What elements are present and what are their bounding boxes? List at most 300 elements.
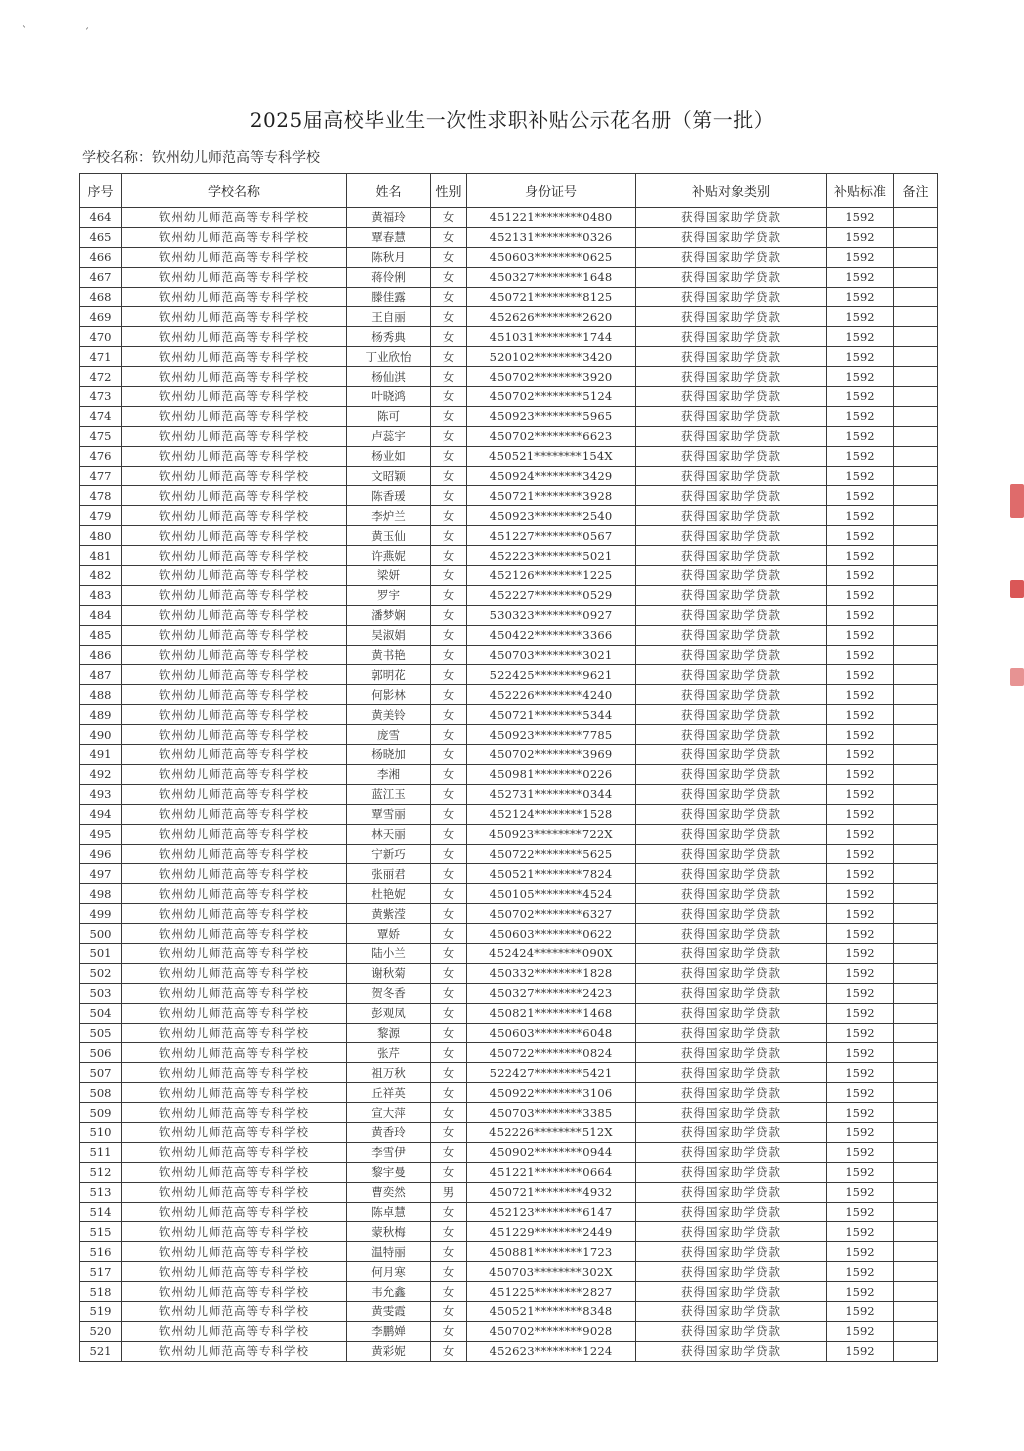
row-amount: 1592 bbox=[827, 1122, 894, 1142]
row-category: 获得国家助学贷款 bbox=[636, 1301, 827, 1321]
row-index: 465 bbox=[80, 227, 122, 247]
row-gender: 女 bbox=[431, 406, 467, 426]
row-id-number: 451227********0567 bbox=[467, 526, 636, 546]
row-school: 钦州幼儿师范高等专科学校 bbox=[122, 665, 347, 685]
row-amount: 1592 bbox=[827, 963, 894, 983]
row-index: 511 bbox=[80, 1142, 122, 1162]
page-title: 2025届高校毕业生一次性求职补贴公示花名册（第一批） bbox=[249, 108, 775, 132]
row-category: 获得国家助学贷款 bbox=[636, 1222, 827, 1242]
row-remarks bbox=[894, 367, 938, 387]
row-gender: 女 bbox=[431, 466, 467, 486]
row-name: 潘梦娴 bbox=[347, 605, 431, 625]
row-id-number: 450521********154X bbox=[467, 446, 636, 466]
row-index: 487 bbox=[80, 665, 122, 685]
row-id-number: 450923********7785 bbox=[467, 725, 636, 745]
row-id-number: 450603********0625 bbox=[467, 247, 636, 267]
row-category: 获得国家助学贷款 bbox=[636, 307, 827, 327]
row-index: 473 bbox=[80, 387, 122, 407]
table-row bbox=[80, 387, 938, 407]
row-category: 获得国家助学贷款 bbox=[636, 208, 827, 228]
row-index: 507 bbox=[80, 1063, 122, 1083]
row-category: 获得国家助学贷款 bbox=[636, 546, 827, 566]
row-gender: 女 bbox=[431, 1162, 467, 1182]
row-name: 郭明花 bbox=[347, 665, 431, 685]
row-index: 520 bbox=[80, 1321, 122, 1341]
row-id-number: 450702********3969 bbox=[467, 745, 636, 765]
table-row bbox=[80, 307, 938, 327]
row-remarks bbox=[894, 1083, 938, 1103]
row-amount: 1592 bbox=[827, 387, 894, 407]
header-school: 学校名称 bbox=[122, 174, 347, 208]
row-gender: 女 bbox=[431, 904, 467, 924]
row-id-number: 452424********090X bbox=[467, 943, 636, 963]
row-gender: 男 bbox=[431, 1182, 467, 1202]
row-amount: 1592 bbox=[827, 784, 894, 804]
table-row bbox=[80, 208, 938, 228]
row-amount: 1592 bbox=[827, 426, 894, 446]
row-gender: 女 bbox=[431, 864, 467, 884]
row-id-number: 450821********1468 bbox=[467, 1003, 636, 1023]
row-gender: 女 bbox=[431, 924, 467, 944]
row-id-number: 450721********4932 bbox=[467, 1182, 636, 1202]
row-school: 钦州幼儿师范高等专科学校 bbox=[122, 844, 347, 864]
row-name: 蓝江玉 bbox=[347, 784, 431, 804]
row-category: 获得国家助学贷款 bbox=[636, 1262, 827, 1282]
row-school: 钦州幼儿师范高等专科学校 bbox=[122, 963, 347, 983]
row-id-number: 452623********1224 bbox=[467, 1341, 636, 1361]
seal-stamp-fragment bbox=[1010, 484, 1024, 518]
row-category: 获得国家助学贷款 bbox=[636, 227, 827, 247]
row-name: 温特丽 bbox=[347, 1242, 431, 1262]
table-row bbox=[80, 983, 938, 1003]
row-amount: 1592 bbox=[827, 1242, 894, 1262]
row-category: 获得国家助学贷款 bbox=[636, 1103, 827, 1123]
row-remarks bbox=[894, 1262, 938, 1282]
table-row bbox=[80, 1122, 938, 1142]
row-school: 钦州幼儿师范高等专科学校 bbox=[122, 287, 347, 307]
row-id-number: 450702********5124 bbox=[467, 387, 636, 407]
row-category: 获得国家助学贷款 bbox=[636, 287, 827, 307]
row-name: 滕佳露 bbox=[347, 287, 431, 307]
row-name: 林天丽 bbox=[347, 824, 431, 844]
table-row bbox=[80, 943, 938, 963]
row-remarks bbox=[894, 645, 938, 665]
table-row bbox=[80, 1321, 938, 1341]
row-id-number: 450327********2423 bbox=[467, 983, 636, 1003]
school-name-label: 学校名称：钦州幼儿师范高等专科学校 bbox=[82, 150, 320, 166]
table-row bbox=[80, 566, 938, 586]
row-school: 钦州幼儿师范高等专科学校 bbox=[122, 327, 347, 347]
row-id-number: 452124********1528 bbox=[467, 804, 636, 824]
row-index: 494 bbox=[80, 804, 122, 824]
row-gender: 女 bbox=[431, 227, 467, 247]
row-id-number: 451229********2449 bbox=[467, 1222, 636, 1242]
row-category: 获得国家助学贷款 bbox=[636, 367, 827, 387]
row-amount: 1592 bbox=[827, 446, 894, 466]
row-name: 韦允鑫 bbox=[347, 1282, 431, 1302]
row-category: 获得国家助学贷款 bbox=[636, 963, 827, 983]
row-remarks bbox=[894, 307, 938, 327]
table-row bbox=[80, 884, 938, 904]
row-remarks bbox=[894, 347, 938, 367]
row-category: 获得国家助学贷款 bbox=[636, 1063, 827, 1083]
row-remarks bbox=[894, 1321, 938, 1341]
row-index: 499 bbox=[80, 904, 122, 924]
row-id-number: 450721********8125 bbox=[467, 287, 636, 307]
row-index: 513 bbox=[80, 1182, 122, 1202]
row-category: 获得国家助学贷款 bbox=[636, 745, 827, 765]
row-name: 黄美铃 bbox=[347, 705, 431, 725]
row-gender: 女 bbox=[431, 983, 467, 1003]
table-row bbox=[80, 924, 938, 944]
row-category: 获得国家助学贷款 bbox=[636, 506, 827, 526]
seal-stamp-fragment bbox=[1010, 580, 1024, 598]
row-amount: 1592 bbox=[827, 1222, 894, 1242]
row-school: 钦州幼儿师范高等专科学校 bbox=[122, 406, 347, 426]
table-row bbox=[80, 1043, 938, 1063]
row-category: 获得国家助学贷款 bbox=[636, 247, 827, 267]
row-id-number: 450105********4524 bbox=[467, 884, 636, 904]
row-amount: 1592 bbox=[827, 943, 894, 963]
table-row bbox=[80, 844, 938, 864]
row-gender: 女 bbox=[431, 745, 467, 765]
row-gender: 女 bbox=[431, 1122, 467, 1142]
row-amount: 1592 bbox=[827, 1321, 894, 1341]
row-name: 谢秋菊 bbox=[347, 963, 431, 983]
row-category: 获得国家助学贷款 bbox=[636, 267, 827, 287]
row-name: 黄紫滢 bbox=[347, 904, 431, 924]
row-remarks bbox=[894, 1063, 938, 1083]
row-school: 钦州幼儿师范高等专科学校 bbox=[122, 983, 347, 1003]
row-name: 陈香瑗 bbox=[347, 486, 431, 506]
row-amount: 1592 bbox=[827, 367, 894, 387]
row-index: 470 bbox=[80, 327, 122, 347]
row-amount: 1592 bbox=[827, 208, 894, 228]
row-school: 钦州幼儿师范高等专科学校 bbox=[122, 1162, 347, 1182]
row-index: 482 bbox=[80, 566, 122, 586]
row-id-number: 450603********6048 bbox=[467, 1023, 636, 1043]
scan-speck: ˊ bbox=[84, 28, 89, 39]
row-index: 517 bbox=[80, 1262, 122, 1282]
row-gender: 女 bbox=[431, 764, 467, 784]
row-remarks bbox=[894, 1122, 938, 1142]
row-id-number: 450922********3106 bbox=[467, 1083, 636, 1103]
row-index: 512 bbox=[80, 1162, 122, 1182]
row-gender: 女 bbox=[431, 1341, 467, 1361]
row-index: 515 bbox=[80, 1222, 122, 1242]
table-row bbox=[80, 665, 938, 685]
row-remarks bbox=[894, 904, 938, 924]
table-row bbox=[80, 1162, 938, 1182]
row-id-number: 451031********1744 bbox=[467, 327, 636, 347]
row-index: 483 bbox=[80, 585, 122, 605]
table-row bbox=[80, 546, 938, 566]
row-id-number: 451221********0664 bbox=[467, 1162, 636, 1182]
row-index: 475 bbox=[80, 426, 122, 446]
row-category: 获得国家助学贷款 bbox=[636, 1043, 827, 1063]
row-school: 钦州幼儿师范高等专科学校 bbox=[122, 685, 347, 705]
table-row bbox=[80, 685, 938, 705]
row-name: 宣大萍 bbox=[347, 1103, 431, 1123]
row-remarks bbox=[894, 566, 938, 586]
row-amount: 1592 bbox=[827, 247, 894, 267]
row-school: 钦州幼儿师范高等专科学校 bbox=[122, 546, 347, 566]
row-amount: 1592 bbox=[827, 605, 894, 625]
table-row bbox=[80, 625, 938, 645]
row-amount: 1592 bbox=[827, 347, 894, 367]
table-row bbox=[80, 287, 938, 307]
row-amount: 1592 bbox=[827, 1162, 894, 1182]
table-row bbox=[80, 1242, 938, 1262]
row-school: 钦州幼儿师范高等专科学校 bbox=[122, 446, 347, 466]
scan-speck: ˋ bbox=[22, 26, 27, 37]
row-index: 466 bbox=[80, 247, 122, 267]
table-row bbox=[80, 824, 938, 844]
row-name: 覃雪丽 bbox=[347, 804, 431, 824]
row-id-number: 522427********5421 bbox=[467, 1063, 636, 1083]
row-index: 468 bbox=[80, 287, 122, 307]
row-id-number: 450702********9028 bbox=[467, 1321, 636, 1341]
row-id-number: 450981********0226 bbox=[467, 764, 636, 784]
row-category: 获得国家助学贷款 bbox=[636, 387, 827, 407]
row-index: 510 bbox=[80, 1122, 122, 1142]
row-gender: 女 bbox=[431, 784, 467, 804]
row-school: 钦州幼儿师范高等专科学校 bbox=[122, 506, 347, 526]
row-id-number: 450521********7824 bbox=[467, 864, 636, 884]
row-category: 获得国家助学贷款 bbox=[636, 406, 827, 426]
row-remarks bbox=[894, 804, 938, 824]
row-school: 钦州幼儿师范高等专科学校 bbox=[122, 924, 347, 944]
row-amount: 1592 bbox=[827, 824, 894, 844]
row-category: 获得国家助学贷款 bbox=[636, 924, 827, 944]
row-gender: 女 bbox=[431, 844, 467, 864]
table-row bbox=[80, 426, 938, 446]
row-name: 贺冬香 bbox=[347, 983, 431, 1003]
row-remarks bbox=[894, 705, 938, 725]
row-amount: 1592 bbox=[827, 267, 894, 287]
row-index: 469 bbox=[80, 307, 122, 327]
row-school: 钦州幼儿师范高等专科学校 bbox=[122, 1341, 347, 1361]
row-id-number: 450881********1723 bbox=[467, 1242, 636, 1262]
row-remarks bbox=[894, 745, 938, 765]
row-name: 李湘 bbox=[347, 764, 431, 784]
row-amount: 1592 bbox=[827, 804, 894, 824]
row-remarks bbox=[894, 1301, 938, 1321]
header-amount: 补贴标准 bbox=[827, 174, 894, 208]
row-amount: 1592 bbox=[827, 1282, 894, 1302]
row-name: 张丽君 bbox=[347, 864, 431, 884]
row-school: 钦州幼儿师范高等专科学校 bbox=[122, 566, 347, 586]
row-index: 474 bbox=[80, 406, 122, 426]
row-school: 钦州幼儿师范高等专科学校 bbox=[122, 943, 347, 963]
table-row bbox=[80, 725, 938, 745]
table-row bbox=[80, 784, 938, 804]
row-id-number: 450923********722X bbox=[467, 824, 636, 844]
row-remarks bbox=[894, 1182, 938, 1202]
table-row bbox=[80, 1063, 938, 1083]
row-remarks bbox=[894, 1282, 938, 1302]
row-id-number: 450721********3928 bbox=[467, 486, 636, 506]
row-remarks bbox=[894, 267, 938, 287]
row-id-number: 450722********0824 bbox=[467, 1043, 636, 1063]
table-row bbox=[80, 645, 938, 665]
row-index: 485 bbox=[80, 625, 122, 645]
row-remarks bbox=[894, 1162, 938, 1182]
row-id-number: 452131********0326 bbox=[467, 227, 636, 247]
row-category: 获得国家助学贷款 bbox=[636, 864, 827, 884]
row-id-number: 452223********5021 bbox=[467, 546, 636, 566]
row-index: 479 bbox=[80, 506, 122, 526]
row-index: 500 bbox=[80, 924, 122, 944]
row-id-number: 452227********0529 bbox=[467, 585, 636, 605]
table-row bbox=[80, 1182, 938, 1202]
row-school: 钦州幼儿师范高等专科学校 bbox=[122, 1222, 347, 1242]
row-index: 477 bbox=[80, 466, 122, 486]
table-row bbox=[80, 1262, 938, 1282]
row-index: 495 bbox=[80, 824, 122, 844]
table-row bbox=[80, 864, 938, 884]
row-id-number: 452126********1225 bbox=[467, 566, 636, 586]
row-remarks bbox=[894, 1142, 938, 1162]
row-gender: 女 bbox=[431, 1222, 467, 1242]
row-category: 获得国家助学贷款 bbox=[636, 645, 827, 665]
row-index: 505 bbox=[80, 1023, 122, 1043]
row-remarks bbox=[894, 983, 938, 1003]
row-name: 许燕妮 bbox=[347, 546, 431, 566]
row-school: 钦州幼儿师范高等专科学校 bbox=[122, 725, 347, 745]
row-school: 钦州幼儿师范高等专科学校 bbox=[122, 645, 347, 665]
row-name: 何影林 bbox=[347, 685, 431, 705]
row-amount: 1592 bbox=[827, 506, 894, 526]
row-index: 492 bbox=[80, 764, 122, 784]
row-remarks bbox=[894, 247, 938, 267]
row-id-number: 450902********0944 bbox=[467, 1142, 636, 1162]
row-name: 文昭颖 bbox=[347, 466, 431, 486]
row-name: 卢蕊宇 bbox=[347, 426, 431, 446]
row-category: 获得国家助学贷款 bbox=[636, 1341, 827, 1361]
table-row bbox=[80, 605, 938, 625]
row-remarks bbox=[894, 526, 938, 546]
row-remarks bbox=[894, 387, 938, 407]
row-remarks bbox=[894, 1043, 938, 1063]
table-row bbox=[80, 347, 938, 367]
row-school: 钦州幼儿师范高等专科学校 bbox=[122, 585, 347, 605]
row-category: 获得国家助学贷款 bbox=[636, 625, 827, 645]
row-amount: 1592 bbox=[827, 1103, 894, 1123]
row-category: 获得国家助学贷款 bbox=[636, 665, 827, 685]
table-row bbox=[80, 904, 938, 924]
row-gender: 女 bbox=[431, 1103, 467, 1123]
table-row bbox=[80, 1023, 938, 1043]
row-remarks bbox=[894, 585, 938, 605]
row-school: 钦州幼儿师范高等专科学校 bbox=[122, 804, 347, 824]
row-school: 钦州幼儿师范高等专科学校 bbox=[122, 1301, 347, 1321]
row-amount: 1592 bbox=[827, 546, 894, 566]
row-name: 黄彩妮 bbox=[347, 1341, 431, 1361]
header-index: 序号 bbox=[80, 174, 122, 208]
row-index: 503 bbox=[80, 983, 122, 1003]
row-name: 覃娇 bbox=[347, 924, 431, 944]
row-name: 丘祥英 bbox=[347, 1083, 431, 1103]
row-remarks bbox=[894, 1202, 938, 1222]
row-name: 祖万秋 bbox=[347, 1063, 431, 1083]
row-id-number: 520102********3420 bbox=[467, 347, 636, 367]
row-index: 506 bbox=[80, 1043, 122, 1063]
row-index: 467 bbox=[80, 267, 122, 287]
row-amount: 1592 bbox=[827, 904, 894, 924]
row-gender: 女 bbox=[431, 1282, 467, 1302]
row-remarks bbox=[894, 665, 938, 685]
row-school: 钦州幼儿师范高等专科学校 bbox=[122, 247, 347, 267]
row-amount: 1592 bbox=[827, 924, 894, 944]
table-header-row bbox=[80, 174, 938, 208]
row-id-number: 452626********2620 bbox=[467, 307, 636, 327]
row-name: 黎源 bbox=[347, 1023, 431, 1043]
row-remarks bbox=[894, 466, 938, 486]
row-category: 获得国家助学贷款 bbox=[636, 446, 827, 466]
roster-table bbox=[79, 173, 938, 1362]
row-index: 508 bbox=[80, 1083, 122, 1103]
row-gender: 女 bbox=[431, 645, 467, 665]
row-index: 493 bbox=[80, 784, 122, 804]
row-name: 王自丽 bbox=[347, 307, 431, 327]
row-gender: 女 bbox=[431, 884, 467, 904]
row-id-number: 450702********6327 bbox=[467, 904, 636, 924]
table-row bbox=[80, 466, 938, 486]
row-id-number: 450721********5344 bbox=[467, 705, 636, 725]
row-school: 钦州幼儿师范高等专科学校 bbox=[122, 864, 347, 884]
row-category: 获得国家助学贷款 bbox=[636, 1003, 827, 1023]
row-index: 464 bbox=[80, 208, 122, 228]
row-school: 钦州幼儿师范高等专科学校 bbox=[122, 1063, 347, 1083]
row-category: 获得国家助学贷款 bbox=[636, 904, 827, 924]
row-name: 陆小兰 bbox=[347, 943, 431, 963]
row-id-number: 450923********5965 bbox=[467, 406, 636, 426]
row-school: 钦州幼儿师范高等专科学校 bbox=[122, 1262, 347, 1282]
row-index: 514 bbox=[80, 1202, 122, 1222]
row-school: 钦州幼儿师范高等专科学校 bbox=[122, 466, 347, 486]
row-index: 498 bbox=[80, 884, 122, 904]
row-category: 获得国家助学贷款 bbox=[636, 1242, 827, 1262]
row-gender: 女 bbox=[431, 287, 467, 307]
row-remarks bbox=[894, 1222, 938, 1242]
row-id-number: 450703********3021 bbox=[467, 645, 636, 665]
row-index: 478 bbox=[80, 486, 122, 506]
row-gender: 女 bbox=[431, 1262, 467, 1282]
row-name: 罗宇 bbox=[347, 585, 431, 605]
row-gender: 女 bbox=[431, 685, 467, 705]
row-school: 钦州幼儿师范高等专科学校 bbox=[122, 347, 347, 367]
row-amount: 1592 bbox=[827, 1063, 894, 1083]
row-gender: 女 bbox=[431, 486, 467, 506]
row-school: 钦州幼儿师范高等专科学校 bbox=[122, 1142, 347, 1162]
row-remarks bbox=[894, 605, 938, 625]
row-school: 钦州幼儿师范高等专科学校 bbox=[122, 884, 347, 904]
row-amount: 1592 bbox=[827, 406, 894, 426]
row-amount: 1592 bbox=[827, 685, 894, 705]
row-school: 钦州幼儿师范高等专科学校 bbox=[122, 745, 347, 765]
row-remarks bbox=[894, 1103, 938, 1123]
row-school: 钦州幼儿师范高等专科学校 bbox=[122, 1182, 347, 1202]
row-id-number: 450702********6623 bbox=[467, 426, 636, 446]
row-id-number: 450703********3385 bbox=[467, 1103, 636, 1123]
row-school: 钦州幼儿师范高等专科学校 bbox=[122, 824, 347, 844]
row-gender: 女 bbox=[431, 526, 467, 546]
table-row bbox=[80, 963, 938, 983]
row-name: 曹奕然 bbox=[347, 1182, 431, 1202]
row-remarks bbox=[894, 864, 938, 884]
row-category: 获得国家助学贷款 bbox=[636, 426, 827, 446]
